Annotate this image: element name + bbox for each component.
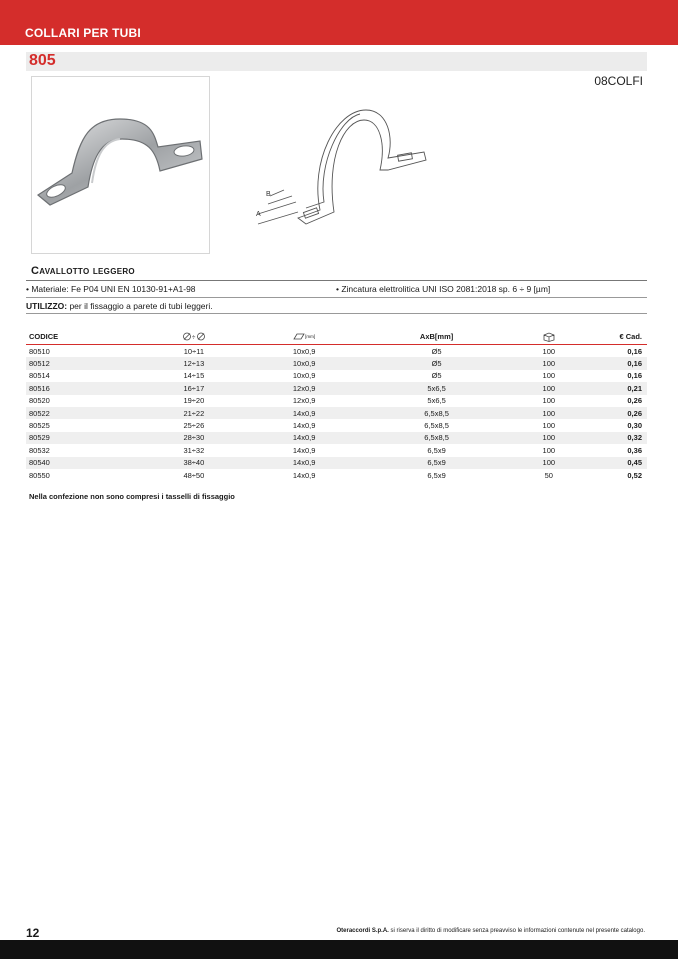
cell-diameter: 48÷50 xyxy=(183,470,205,480)
cell-section: 14x0,9 xyxy=(251,457,358,469)
pipe-clamp-photo xyxy=(32,77,209,253)
spec-material: • Materiale: Fe P04 UNI EN 10130-91+A1-98 xyxy=(26,284,196,294)
cell-code: 80525 xyxy=(29,421,50,431)
cell-qty: 50 xyxy=(544,470,553,480)
table-row xyxy=(26,345,647,358)
cell-price: 0,16 xyxy=(582,357,647,369)
cell-price: 0,30 xyxy=(627,421,642,431)
cell-price: 0,16 xyxy=(627,346,642,356)
cell-slot: Ø5 xyxy=(358,357,516,369)
cell-price: 0,26 xyxy=(582,407,647,419)
dimension-label-a: A xyxy=(256,211,261,218)
cell-code: 80529 xyxy=(26,432,137,444)
cell-code: 80540 xyxy=(26,457,137,469)
cell-slot: 6,5x8,5 xyxy=(358,432,516,444)
cell-qty: 100 xyxy=(516,457,582,469)
cell-section: 12x0,9 xyxy=(292,396,316,406)
cell-slot: 5x6,5 xyxy=(427,396,446,406)
cell-diameter: 21÷22 xyxy=(137,407,251,419)
table-row xyxy=(26,395,647,407)
svg-text:÷: ÷ xyxy=(191,334,196,341)
col-section xyxy=(251,328,358,345)
table-row xyxy=(26,444,647,456)
product-table xyxy=(26,328,647,481)
strip-section-icon xyxy=(293,332,305,341)
cell-qty: 100 xyxy=(542,445,556,455)
product-code-bar xyxy=(26,52,647,71)
table-row xyxy=(26,407,647,419)
cell-section: 14x0,9 xyxy=(292,421,316,431)
cell-section: 14x0,9 xyxy=(292,445,316,455)
divider xyxy=(26,280,647,281)
disclaimer-text: si riserva il diritto di modificare senza preavviso le informazioni contenute nel presente catalogo. xyxy=(388,928,645,934)
cell-section: 10x0,9 xyxy=(292,371,316,381)
cell-diameter: 10÷11 xyxy=(183,346,204,356)
cell-section: 10x0,9 xyxy=(292,346,316,356)
cell-qty: 100 xyxy=(542,421,556,431)
table-row xyxy=(26,432,647,444)
cell-code: 80516 xyxy=(26,382,137,394)
col-qty xyxy=(516,328,582,345)
cell-price: 0,45 xyxy=(582,457,647,469)
cell-code: 80550 xyxy=(29,470,50,480)
cell-qty: 100 xyxy=(516,407,582,419)
cell-code: 80520 xyxy=(29,396,50,406)
cell-code: 80512 xyxy=(26,357,137,369)
page-header xyxy=(0,0,678,45)
cell-slot: Ø5 xyxy=(431,371,442,381)
usage-text: per il fissaggio a parete di tubi leggeri. xyxy=(67,301,213,311)
table-row xyxy=(26,370,647,382)
pipe-diameter-icon xyxy=(182,332,206,341)
cell-price: 0,26 xyxy=(627,396,642,406)
table-row xyxy=(26,419,647,431)
cell-diameter: 19÷20 xyxy=(183,396,205,406)
cell-price: 0,36 xyxy=(627,445,642,455)
cell-qty: 100 xyxy=(516,382,582,394)
product-code: 805 xyxy=(29,52,56,69)
cell-code: 80510 xyxy=(29,346,50,356)
cell-diameter: 31÷32 xyxy=(183,445,205,455)
cell-price: 0,16 xyxy=(627,371,642,381)
cell-qty: 100 xyxy=(542,371,556,381)
cell-slot: 6,5x8,5 xyxy=(424,421,449,431)
cell-section: 14x0,9 xyxy=(292,470,316,480)
disclaimer xyxy=(337,928,646,934)
cell-diameter: 28÷30 xyxy=(137,432,251,444)
cell-qty: 100 xyxy=(542,346,556,356)
product-title: Cavallotto leggero xyxy=(31,265,135,277)
usage xyxy=(26,301,213,311)
cell-price: 0,32 xyxy=(582,432,647,444)
table-row xyxy=(26,469,647,481)
col-section-unit: [mm] xyxy=(305,334,316,340)
cell-code: 80522 xyxy=(26,407,137,419)
cell-slot: 6,5x9 xyxy=(427,445,446,455)
technical-drawing xyxy=(248,98,438,238)
cell-section: 14x0,9 xyxy=(251,432,358,444)
product-photo xyxy=(31,76,210,254)
cell-diameter: 12÷13 xyxy=(137,357,251,369)
footer-bar xyxy=(0,940,678,959)
clamp-line-drawing xyxy=(248,98,438,238)
packaging-note: Nella confezione non sono compresi i tasselli di fissaggio xyxy=(29,492,235,501)
cell-code: 80514 xyxy=(29,371,50,381)
cell-section: 12x0,9 xyxy=(251,382,358,394)
col-code: CODICE xyxy=(26,328,137,345)
cell-qty: 100 xyxy=(542,396,556,406)
cell-slot: Ø5 xyxy=(431,346,442,356)
cell-diameter: 16÷17 xyxy=(137,382,251,394)
category-title: COLLARI PER TUBI xyxy=(25,26,141,40)
table-row xyxy=(26,382,647,394)
spec-finish: • Zincatura elettrolitica UNI ISO 2081:2018 sp. 6 ÷ 9 [µm] xyxy=(336,284,551,294)
table-body xyxy=(26,345,647,482)
col-price: € Cad. xyxy=(582,328,647,345)
cell-slot: 5x6,5 xyxy=(358,382,516,394)
cell-diameter: 14÷15 xyxy=(183,371,205,381)
cell-diameter: 38÷40 xyxy=(137,457,251,469)
divider xyxy=(26,313,647,314)
cell-code: 80532 xyxy=(29,445,50,455)
usage-label: UTILIZZO: xyxy=(26,301,68,311)
table-row xyxy=(26,357,647,369)
cell-slot: 6,5x9 xyxy=(427,470,446,480)
cell-section: 10x0,9 xyxy=(251,357,358,369)
table-row xyxy=(26,457,647,469)
cell-slot: 6,5x8,5 xyxy=(358,407,516,419)
cell-price: 0,52 xyxy=(627,470,642,480)
cell-qty: 100 xyxy=(516,357,582,369)
divider xyxy=(26,297,647,298)
catalog-code: 08COLFI xyxy=(594,74,643,88)
box-icon xyxy=(542,331,556,342)
table-header-row xyxy=(26,328,647,345)
cell-diameter: 25÷26 xyxy=(183,421,205,431)
dimension-label-b: B xyxy=(266,191,271,198)
col-diameter xyxy=(137,328,251,345)
cell-qty: 100 xyxy=(516,432,582,444)
cell-slot: 6,5x9 xyxy=(358,457,516,469)
page-number: 12 xyxy=(26,926,40,940)
cell-section: 14x0,9 xyxy=(251,407,358,419)
cell-price: 0,21 xyxy=(582,382,647,394)
company-name: Oteraccordi S.p.A. xyxy=(336,928,389,934)
col-slot: AxB[mm] xyxy=(358,328,516,345)
